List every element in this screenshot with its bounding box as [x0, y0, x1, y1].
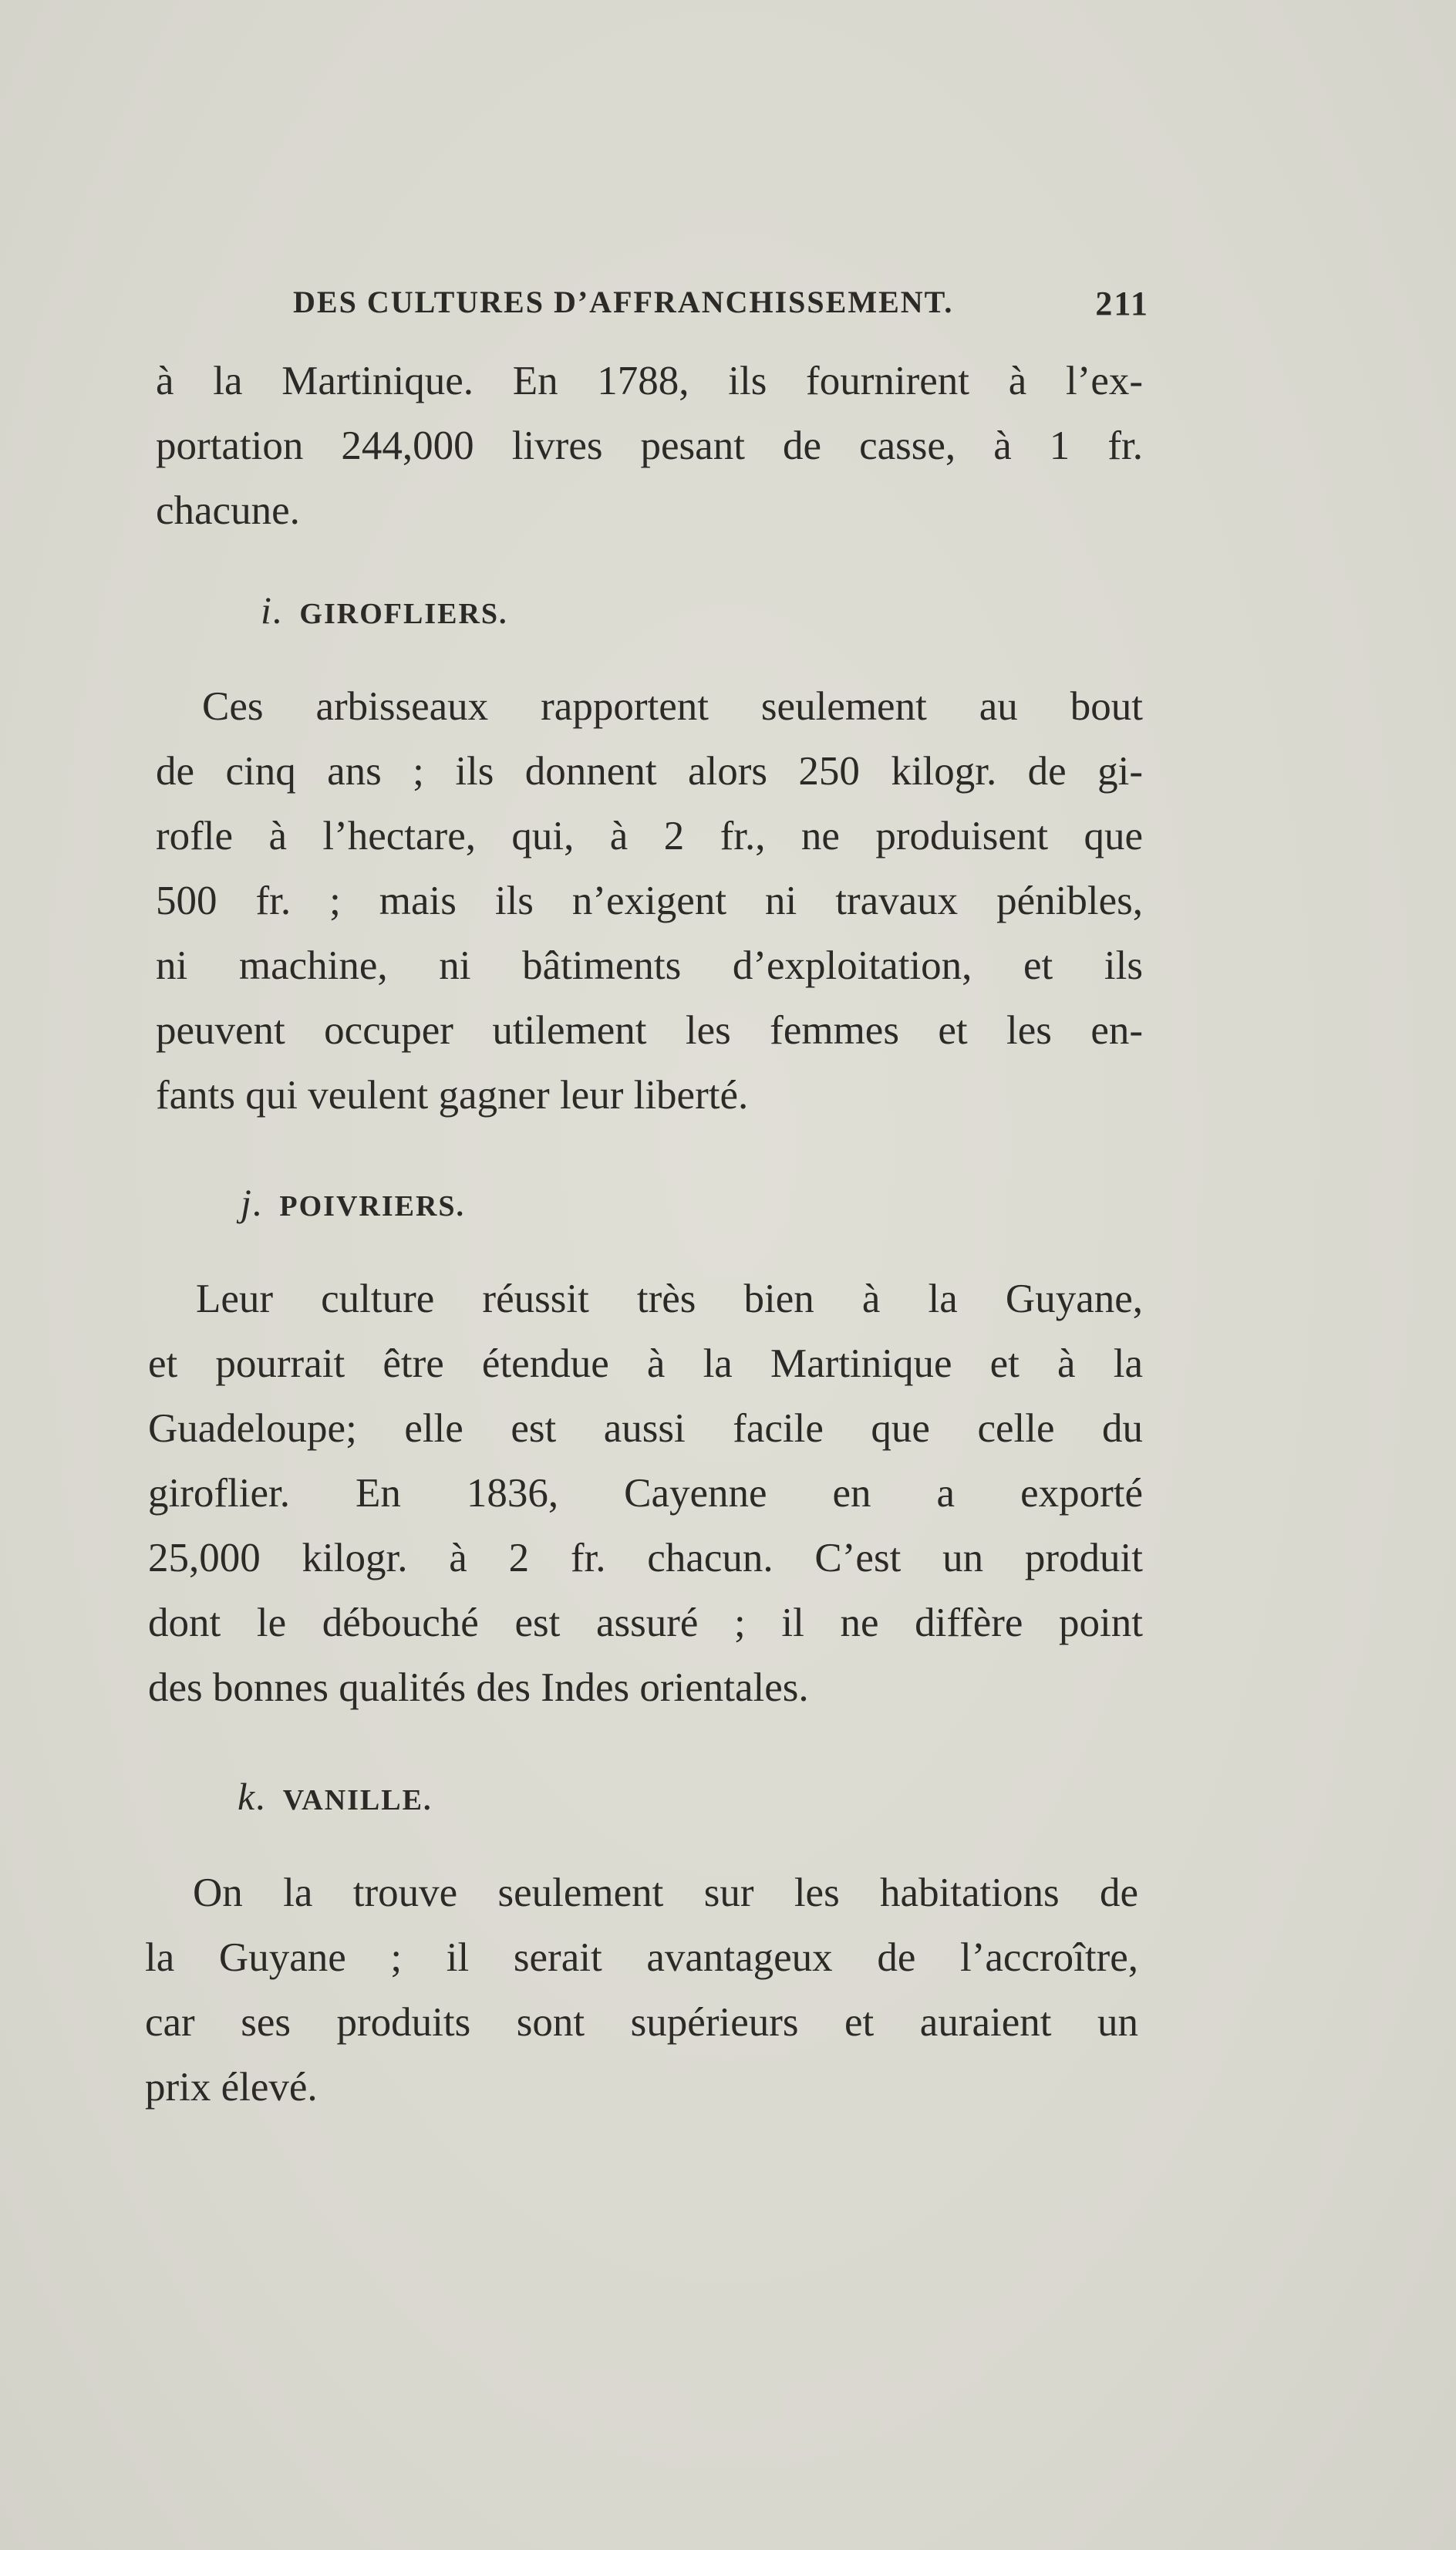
vanille-line-2: la Guyane ; il serait avantageux de l’accroître, — [145, 1935, 1138, 1980]
section-title: GIROFLIERS. — [299, 598, 508, 630]
girofliers-line-3: rofle à l’hectare, qui, à 2 fr., ne produisent que — [156, 814, 1143, 858]
running-head — [293, 284, 1149, 330]
poivriers-line-7: des bonnes qualités des Indes orientales. — [148, 1665, 809, 1710]
section-letter: k. — [238, 1775, 268, 1818]
section-letter: i. — [261, 589, 285, 632]
section-title: POIVRIERS. — [279, 1190, 466, 1223]
poivriers-line-4: giroflier. En 1836, Cayenne en a exporté — [148, 1471, 1143, 1516]
vanille-line-3: car ses produits sont supérieurs et auraient un — [145, 2000, 1138, 2045]
intro-line-3: chacune. — [156, 488, 300, 533]
girofliers-line-4: 500 fr. ; mais ils n’exigent ni travaux pénibles, — [156, 879, 1143, 923]
poivriers-line-5: 25,000 kilogr. à 2 fr. chacun. C’est un produit — [148, 1536, 1143, 1580]
intro-line-2: portation 244,000 livres pesant de casse, à 1 fr. — [156, 423, 1143, 468]
vanille-line-1: On la trouve seulement sur les habitations de — [193, 1870, 1138, 1915]
page-number: 211 — [1095, 285, 1149, 322]
section-title: VANILLE. — [282, 1784, 433, 1816]
vanille-line-4: prix élevé. — [145, 2065, 318, 2110]
poivriers-line-1: Leur culture réussit très bien à la Guyane, — [196, 1277, 1143, 1321]
girofliers-line-7: fants qui veulent gagner leur liberté. — [156, 1073, 749, 1118]
intro-line-1: à la Martinique. En 1788, ils fournirent à l’ex- — [156, 359, 1143, 403]
section-heading-vanille — [238, 1774, 432, 1819]
girofliers-line-6: peuvent occuper utilement les femmes et les en- — [156, 1008, 1143, 1053]
girofliers-line-2: de cinq ans ; ils donnent alors 250 kilogr. de gi- — [156, 749, 1143, 794]
girofliers-line-1: Ces arbisseaux rapportent seulement au bout — [202, 684, 1143, 729]
poivriers-line-6: dont le débouché est assuré ; il ne diffère point — [148, 1600, 1143, 1645]
poivriers-line-3: Guadeloupe; elle est aussi facile que celle du — [148, 1406, 1143, 1451]
section-heading-poivriers — [241, 1180, 465, 1225]
poivriers-line-2: et pourrait être étendue à la Martinique et à la — [148, 1341, 1143, 1386]
running-title: DES CULTURES D’AFFRANCHISSEMENT. — [293, 285, 954, 319]
section-letter: j. — [241, 1181, 265, 1224]
section-heading-girofliers — [261, 588, 508, 632]
girofliers-line-5: ni machine, ni bâtiments d’exploitation, et ils — [156, 943, 1143, 988]
